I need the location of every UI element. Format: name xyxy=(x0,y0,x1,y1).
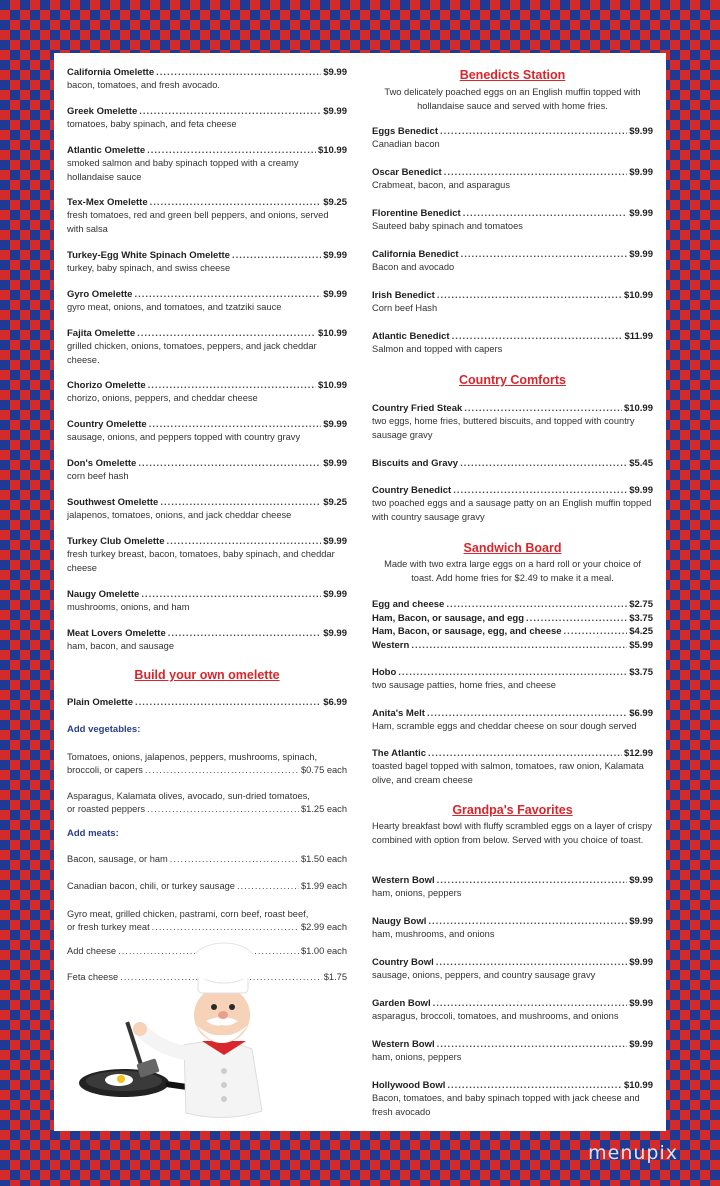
addon-price: $1.25 each xyxy=(300,803,347,814)
addon-name: or roasted peppers xyxy=(67,803,146,814)
menu-item xyxy=(67,419,347,445)
item-desc: asparagus, broccoli, tomatoes, and mushrooms, and onions xyxy=(372,1011,619,1021)
item-name: Garden Bowl xyxy=(372,998,431,1009)
build-omelette-title: Build your own omelette xyxy=(134,668,280,682)
menu-panel xyxy=(54,53,666,1131)
item-price: $3.75 xyxy=(629,667,653,678)
benedicts-title: Benedicts Station xyxy=(459,68,566,82)
item-price: $10.99 xyxy=(317,145,347,156)
item-name: Western Bowl xyxy=(372,875,435,886)
item-price: $9.99 xyxy=(629,1039,653,1050)
menu-item xyxy=(372,998,653,1024)
item-price: $9.99 xyxy=(323,458,347,469)
item-desc: toasted bagel topped with salmon, tomatoes, raw onion, Kalamata olive, and cream cheese xyxy=(372,761,644,785)
item-name: California Omelette xyxy=(67,67,155,78)
item-price: $9.99 xyxy=(629,998,653,1009)
add-vegetables-label: Add vegetables: xyxy=(67,724,141,735)
item-desc: Bacon and avocado xyxy=(372,262,455,272)
item-name: Eggs Benedict xyxy=(372,126,438,137)
item-name: Country Fried Steak xyxy=(372,403,463,414)
item-desc: turkey, baby spinach, and swiss cheese xyxy=(67,263,231,273)
addon-price: $1.00 each xyxy=(300,946,347,956)
menu-item xyxy=(372,403,653,442)
addon-name: Add cheese xyxy=(67,946,117,956)
item-name: Turkey Club Omelette xyxy=(67,536,165,547)
menu-item xyxy=(67,328,347,367)
item-desc: Canadian bacon xyxy=(372,139,440,149)
item-price: $9.99 xyxy=(629,916,653,927)
item-name: California Benedict xyxy=(372,249,459,260)
item-name: Naugy Bowl xyxy=(372,916,427,927)
item-price: $9.99 xyxy=(323,628,347,639)
item-price: $6.99 xyxy=(323,697,347,708)
item-price: $9.99 xyxy=(323,289,347,300)
item-desc: bacon, tomatoes, and fresh avocado. xyxy=(67,80,220,90)
menu-item xyxy=(372,748,653,787)
menu-item xyxy=(372,458,653,469)
item-name: Southwest Omelette xyxy=(67,497,159,508)
item-price: $5.99 xyxy=(629,640,653,651)
item-price: $10.99 xyxy=(317,380,347,391)
item-price: $9.99 xyxy=(629,167,653,178)
item-name: Irish Benedict xyxy=(372,290,435,301)
item-name: Egg and cheese xyxy=(372,599,445,610)
item-desc: two poached eggs and a sausage patty on an English muffin topped with country sausage gravy xyxy=(372,498,652,522)
menu-item xyxy=(67,497,347,523)
item-name: Biscuits and Gravy xyxy=(372,458,459,469)
item-name: Meat Lovers Omelette xyxy=(67,628,166,639)
item-price: $4.25 xyxy=(629,626,653,637)
item-name: The Atlantic xyxy=(372,748,427,759)
item-desc: Sauteed baby spinach and tomatoes xyxy=(372,221,523,231)
addon-price: $1.50 each xyxy=(300,854,347,864)
menu-item xyxy=(372,957,653,983)
menu-item xyxy=(372,249,653,275)
addon-item xyxy=(67,907,347,932)
item-name: Hollywood Bowl xyxy=(372,1080,446,1091)
grandpas-favorites-subtitle: Hearty breakfast bowl with fluffy scrambled eggs on a layer of crispy combined with option from below. Served with you choice of toast. xyxy=(372,821,652,845)
item-name: Tex-Mex Omelette xyxy=(67,197,148,208)
item-desc: two sausage patties, home fries, and cheese xyxy=(372,680,556,690)
item-price: $9.99 xyxy=(629,485,653,496)
item-desc: mushrooms, onions, and ham xyxy=(67,602,190,612)
addon-desc: Asparagus, Kalamata olives, avocado, sun-dried tomatoes, xyxy=(67,791,310,801)
chef-illustration xyxy=(74,933,274,1133)
item-name: Turkey-Egg White Spinach Omelette xyxy=(67,250,230,261)
item-desc: ham, onions, peppers xyxy=(372,888,462,898)
addon-item xyxy=(67,750,347,775)
menu-item xyxy=(372,126,653,152)
item-desc: corn beef hash xyxy=(67,471,129,481)
item-price: $12.99 xyxy=(623,748,653,759)
item-name: Western Bowl xyxy=(372,1039,435,1050)
menu-item xyxy=(372,485,653,524)
item-name: Don's Omelette xyxy=(67,458,137,469)
addon-item xyxy=(67,881,347,891)
addon-price: $0.75 each xyxy=(300,764,347,775)
add-meats-label: Add meats: xyxy=(67,828,119,839)
item-desc: grilled chicken, onions, tomatoes, peppers, and jack cheddar cheese. xyxy=(67,341,317,365)
addon-price: $1.75 xyxy=(323,972,347,982)
menu-item xyxy=(372,708,653,734)
item-price: $9.25 xyxy=(323,497,347,508)
menu-item xyxy=(67,628,347,654)
addon-desc: Tomatoes, onions, jalapenos, peppers, mushrooms, spinach, xyxy=(67,752,318,762)
item-name: Atlantic Omelette xyxy=(67,145,146,156)
benedicts-subtitle: Two delicately poached eggs on an English muffin topped with hollandaise sauce and served with home fries. xyxy=(384,87,641,111)
item-desc: smoked salmon and baby spinach topped with a creamy hollandaise sauce xyxy=(67,158,299,182)
item-desc: ham, bacon, and sausage xyxy=(67,641,174,651)
item-price: $3.75 xyxy=(629,613,653,624)
item-price: $9.25 xyxy=(323,197,347,208)
item-name: Ham, Bacon, or sausage, egg, and cheese xyxy=(372,626,562,637)
item-desc: jalapenos, tomatoes, onions, and jack cheddar cheese xyxy=(67,510,292,520)
item-price: $9.99 xyxy=(323,67,347,78)
menu-item xyxy=(67,145,347,184)
item-desc: Bacon, tomatoes, and baby spinach topped with jack cheese and fresh avocado xyxy=(372,1093,640,1117)
menu-item xyxy=(67,67,347,93)
addon-price: $2.99 each xyxy=(300,921,347,932)
item-name: Country Bowl xyxy=(372,957,434,968)
item-desc: sausage, onions, peppers, and country sausage gravy xyxy=(372,970,596,980)
country-comforts-title: Country Comforts xyxy=(459,373,566,387)
addon-item xyxy=(67,789,347,814)
item-price: $9.99 xyxy=(323,419,347,430)
item-name: Anita's Melt xyxy=(372,708,425,719)
item-desc: Salmon and topped with capers xyxy=(372,344,503,354)
addon-name: broccoli, or capers xyxy=(67,764,143,775)
menu-item xyxy=(372,613,653,624)
plain-omelette-item xyxy=(67,697,347,708)
menu-item xyxy=(67,536,347,575)
menu-item xyxy=(372,916,653,942)
menu-item xyxy=(67,289,347,315)
item-name: Country Benedict xyxy=(372,485,452,496)
item-name: Western xyxy=(372,640,410,651)
item-price: $9.99 xyxy=(629,249,653,260)
item-price: $10.99 xyxy=(623,1080,653,1091)
addon-price: $1.99 each xyxy=(300,881,347,891)
menu-item xyxy=(372,640,653,651)
menu-item xyxy=(372,1080,653,1119)
item-price: $2.75 xyxy=(629,599,653,610)
item-name: Oscar Benedict xyxy=(372,167,442,178)
item-name: Florentine Benedict xyxy=(372,208,461,219)
item-price: $10.99 xyxy=(623,403,653,414)
item-name: Gyro Omelette xyxy=(67,289,133,300)
menu-item xyxy=(372,626,653,637)
menu-item xyxy=(372,290,653,316)
item-price: $9.99 xyxy=(629,208,653,219)
menu-item xyxy=(372,667,653,693)
sandwich-board-title: Sandwich Board xyxy=(463,541,562,555)
item-price: $9.99 xyxy=(323,106,347,117)
menu-item xyxy=(67,197,347,236)
addon-name: or fresh turkey meat xyxy=(67,921,150,932)
menu-item xyxy=(67,106,347,132)
item-price: $11.99 xyxy=(624,331,653,342)
item-desc: Corn beef Hash xyxy=(372,303,438,313)
addon-item xyxy=(67,854,347,864)
item-price: $9.99 xyxy=(323,536,347,547)
item-desc: fresh turkey breast, bacon, tomatoes, baby spinach, and cheddar cheese xyxy=(67,549,335,573)
right-column xyxy=(372,53,653,1131)
menu-item xyxy=(372,875,653,901)
item-name: Plain Omelette xyxy=(67,697,133,708)
item-desc: ham, onions, peppers xyxy=(372,1052,462,1062)
addon-name: Bacon, sausage, or ham xyxy=(67,854,168,864)
item-price: $10.99 xyxy=(623,290,653,301)
item-price: $5.45 xyxy=(629,458,653,469)
menu-item xyxy=(372,167,653,193)
addon-desc: Gyro meat, grilled chicken, pastrami, corn beef, roast beef, xyxy=(67,909,309,919)
item-price: $9.99 xyxy=(629,957,653,968)
item-price: $9.99 xyxy=(629,126,653,137)
sandwich-board-subtitle: Made with two extra large eggs on a hard roll or your choice of toast. Add home fries for $2.49 to make it a meal. xyxy=(384,559,641,583)
item-name: Greek Omelette xyxy=(67,106,138,117)
grandpas-favorites-title: Grandpa's Favorites xyxy=(452,803,573,817)
menu-item xyxy=(67,589,347,615)
item-price: $9.99 xyxy=(323,250,347,261)
menu-item xyxy=(67,458,347,484)
item-desc: sausage, onions, and peppers topped with country gravy xyxy=(67,432,301,442)
item-price: $10.99 xyxy=(317,328,347,339)
item-name: Hobo xyxy=(372,667,397,678)
item-name: Chorizo Omelette xyxy=(67,380,146,391)
item-desc: fresh tomatoes, red and green bell peppers, and onions, served with salsa xyxy=(67,210,329,234)
item-price: $9.99 xyxy=(629,875,653,886)
item-name: Atlantic Benedict xyxy=(372,331,450,342)
item-name: Fajita Omelette xyxy=(67,328,136,339)
menu-item xyxy=(372,208,653,234)
item-name: Ham, Bacon, or sausage, and egg xyxy=(372,613,525,624)
menu-item xyxy=(372,331,653,357)
addon-name: Feta cheese xyxy=(67,972,119,982)
item-desc: Crabmeat, bacon, and asparagus xyxy=(372,180,510,190)
item-price: $6.99 xyxy=(629,708,653,719)
menu-item xyxy=(67,380,347,406)
menu-item xyxy=(372,599,653,610)
item-desc: gyro meat, onions, and tomatoes, and tzatziki sauce xyxy=(67,302,282,312)
item-desc: two eggs, home fries, buttered biscuits, and topped with country sausage gravy xyxy=(372,416,635,440)
item-desc: ham, mushrooms, and onions xyxy=(372,929,495,939)
item-desc: Ham, scramble eggs and cheddar cheese on sour dough served xyxy=(372,721,637,731)
menu-item xyxy=(67,250,347,276)
item-desc: tomatoes, baby spinach, and feta cheese xyxy=(67,119,237,129)
item-desc: chorizo, onions, peppers, and cheddar cheese xyxy=(67,393,258,403)
menupix-watermark: menupix xyxy=(588,1142,678,1164)
item-price: $9.99 xyxy=(323,589,347,600)
item-name: Country Omelette xyxy=(67,419,147,430)
item-name: Naugy Omelette xyxy=(67,589,140,600)
addon-name: Canadian bacon, chili, or turkey sausage xyxy=(67,881,235,891)
menu-item xyxy=(372,1039,653,1065)
